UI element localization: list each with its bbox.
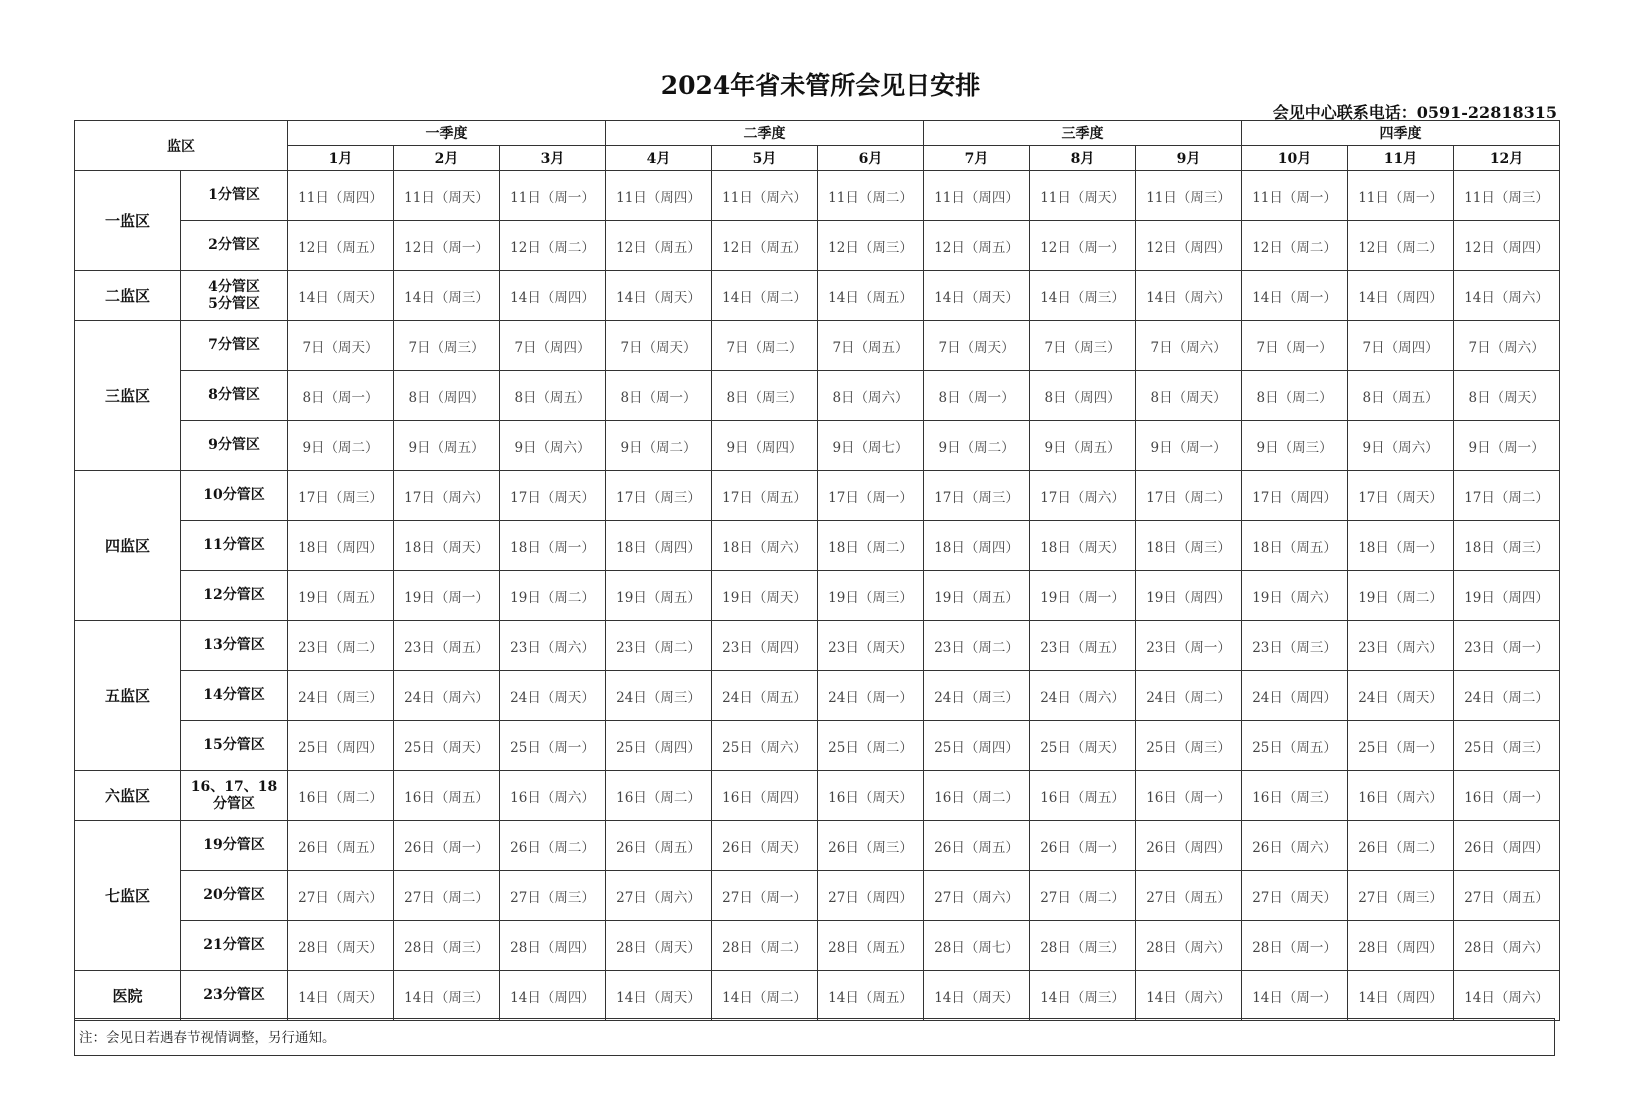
visit-date-cell: 14日（周六） xyxy=(1136,971,1242,1021)
visit-date-cell: 19日（周二） xyxy=(1348,571,1454,621)
visit-date-cell: 14日（周五） xyxy=(818,971,924,1021)
visit-date-cell: 24日（周六） xyxy=(1030,671,1136,721)
visit-date-cell: 16日（周四） xyxy=(712,771,818,821)
visit-date-cell: 17日（周四） xyxy=(1242,471,1348,521)
visit-date-cell: 11日（周六） xyxy=(712,171,818,221)
visit-date-cell: 28日（周七） xyxy=(924,921,1030,971)
visit-date-cell: 25日（周二） xyxy=(818,721,924,771)
visit-date-cell: 14日（周六） xyxy=(1136,271,1242,321)
sub-area-cell: 13分管区 xyxy=(181,621,288,671)
visit-date-cell: 24日（周天） xyxy=(500,671,606,721)
visit-date-cell: 24日（周三） xyxy=(924,671,1030,721)
visit-date-cell: 28日（周三） xyxy=(1030,921,1136,971)
visit-date-cell: 16日（周二） xyxy=(606,771,712,821)
visit-date-cell: 27日（周二） xyxy=(1030,871,1136,921)
visit-date-cell: 26日（周四） xyxy=(1136,821,1242,871)
visit-date-cell: 17日（周五） xyxy=(712,471,818,521)
visit-date-cell: 19日（周一） xyxy=(394,571,500,621)
visit-date-cell: 28日（周四） xyxy=(500,921,606,971)
page-title: 2024年省未管所会见日安排 xyxy=(660,71,981,100)
quarter-header: 三季度 xyxy=(924,121,1242,146)
sub-area-cell: 21分管区 xyxy=(181,921,288,971)
visit-date-cell: 24日（周五） xyxy=(712,671,818,721)
visit-date-cell: 12日（周二） xyxy=(1242,221,1348,271)
month-header: 5月 xyxy=(712,146,818,171)
visit-date-cell: 18日（周四） xyxy=(288,521,394,571)
visit-date-cell: 27日（周三） xyxy=(1348,871,1454,921)
area-name-cell: 七监区 xyxy=(75,821,181,971)
visit-date-cell: 12日（周一） xyxy=(394,221,500,271)
visit-date-cell: 25日（周三） xyxy=(1136,721,1242,771)
visit-date-cell: 14日（周二） xyxy=(712,971,818,1021)
visit-date-cell: 19日（周五） xyxy=(924,571,1030,621)
visit-date-cell: 11日（周三） xyxy=(1136,171,1242,221)
visit-date-cell: 18日（周一） xyxy=(1348,521,1454,571)
visit-date-cell: 28日（周四） xyxy=(1348,921,1454,971)
visit-date-cell: 19日（周一） xyxy=(1030,571,1136,621)
visit-date-cell: 24日（周六） xyxy=(394,671,500,721)
visit-date-cell: 23日（周天） xyxy=(818,621,924,671)
visit-date-cell: 9日（周一） xyxy=(1136,421,1242,471)
visit-date-cell: 14日（周二） xyxy=(712,271,818,321)
visit-date-cell: 11日（周四） xyxy=(924,171,1030,221)
visit-date-cell: 7日（周天） xyxy=(288,321,394,371)
sub-area-cell: 9分管区 xyxy=(181,421,288,471)
visit-date-cell: 24日（周四） xyxy=(1242,671,1348,721)
visit-date-cell: 25日（周四） xyxy=(606,721,712,771)
visit-date-cell: 26日（周三） xyxy=(818,821,924,871)
visit-date-cell: 12日（周三） xyxy=(818,221,924,271)
visit-date-cell: 19日（周四） xyxy=(1136,571,1242,621)
visit-date-cell: 12日（周五） xyxy=(712,221,818,271)
visit-date-cell: 18日（周天） xyxy=(394,521,500,571)
visit-date-cell: 23日（周四） xyxy=(712,621,818,671)
visit-date-cell: 14日（周六） xyxy=(1454,971,1560,1021)
visit-date-cell: 26日（周五） xyxy=(606,821,712,871)
visit-date-cell: 8日（周五） xyxy=(1348,371,1454,421)
month-header: 3月 xyxy=(500,146,606,171)
schedule-body xyxy=(75,171,1560,1021)
table-row xyxy=(75,371,1560,421)
visit-date-cell: 7日（周天） xyxy=(606,321,712,371)
visit-date-cell: 7日（周三） xyxy=(1030,321,1136,371)
visit-date-cell: 17日（周天） xyxy=(1348,471,1454,521)
visit-date-cell: 26日（周五） xyxy=(924,821,1030,871)
visit-date-cell: 8日（周四） xyxy=(394,371,500,421)
visit-date-cell: 27日（周三） xyxy=(500,871,606,921)
visit-date-cell: 8日（周一） xyxy=(924,371,1030,421)
visit-date-cell: 28日（周天） xyxy=(606,921,712,971)
visit-date-cell: 26日（周六） xyxy=(1242,821,1348,871)
visit-date-cell: 11日（周一） xyxy=(1348,171,1454,221)
sub-area-cell: 16、17、18 分管区 xyxy=(181,771,288,821)
visit-date-cell: 16日（周二） xyxy=(924,771,1030,821)
visit-date-cell: 23日（周一） xyxy=(1136,621,1242,671)
sub-area-cell: 11分管区 xyxy=(181,521,288,571)
table-row xyxy=(75,521,1560,571)
sub-area-cell: 19分管区 xyxy=(181,821,288,871)
visit-date-cell: 26日（周二） xyxy=(500,821,606,871)
visit-date-cell: 23日（周五） xyxy=(394,621,500,671)
visit-date-cell: 7日（周四） xyxy=(1348,321,1454,371)
sub-area-cell: 10分管区 xyxy=(181,471,288,521)
visit-date-cell: 8日（周六） xyxy=(818,371,924,421)
visit-date-cell: 14日（周天） xyxy=(288,971,394,1021)
visit-date-cell: 28日（周三） xyxy=(394,921,500,971)
visit-date-cell: 9日（周二） xyxy=(924,421,1030,471)
visit-date-cell: 7日（周一） xyxy=(1242,321,1348,371)
visit-date-cell: 9日（周五） xyxy=(394,421,500,471)
month-header: 12月 xyxy=(1454,146,1560,171)
sub-area-cell: 7分管区 xyxy=(181,321,288,371)
visit-date-cell: 7日（周六） xyxy=(1454,321,1560,371)
table-row xyxy=(75,421,1560,471)
month-header: 8月 xyxy=(1030,146,1136,171)
visit-date-cell: 12日（周二） xyxy=(1348,221,1454,271)
visit-date-cell: 27日（周六） xyxy=(924,871,1030,921)
visit-date-cell: 11日（周二） xyxy=(818,171,924,221)
month-header: 10月 xyxy=(1242,146,1348,171)
visit-date-cell: 23日（周三） xyxy=(1242,621,1348,671)
month-header: 2月 xyxy=(394,146,500,171)
visit-date-cell: 19日（周天） xyxy=(712,571,818,621)
visit-date-cell: 8日（周五） xyxy=(500,371,606,421)
visit-date-cell: 7日（周五） xyxy=(818,321,924,371)
footnote: 注：会见日若遇春节视情调整，另行通知。 xyxy=(74,1018,1555,1056)
visit-date-cell: 28日（周天） xyxy=(288,921,394,971)
visit-date-cell: 25日（周四） xyxy=(288,721,394,771)
visit-date-cell: 28日（周六） xyxy=(1136,921,1242,971)
visit-date-cell: 7日（周三） xyxy=(394,321,500,371)
sub-area-cell: 20分管区 xyxy=(181,871,288,921)
visit-date-cell: 28日（周二） xyxy=(712,921,818,971)
table-row xyxy=(75,271,1560,321)
visit-date-cell: 25日（周一） xyxy=(500,721,606,771)
visit-date-cell: 12日（周一） xyxy=(1030,221,1136,271)
visit-date-cell: 7日（周天） xyxy=(924,321,1030,371)
area-name-cell: 六监区 xyxy=(75,771,181,821)
visit-date-cell: 14日（周三） xyxy=(394,271,500,321)
visit-date-cell: 14日（周五） xyxy=(818,271,924,321)
contact-phone: 会见中心联系电话：0591-22818315 xyxy=(1272,103,1557,122)
visit-date-cell: 11日（周一） xyxy=(1242,171,1348,221)
schedule-table xyxy=(74,120,1560,1021)
table-row xyxy=(75,871,1560,921)
visit-date-cell: 11日（周天） xyxy=(394,171,500,221)
visit-date-cell: 19日（周四） xyxy=(1454,571,1560,621)
visit-date-cell: 26日（周四） xyxy=(1454,821,1560,871)
area-name-cell: 五监区 xyxy=(75,621,181,771)
sub-area-cell: 23分管区 xyxy=(181,971,288,1021)
area-name-cell: 四监区 xyxy=(75,471,181,621)
visit-date-cell: 8日（周四） xyxy=(1030,371,1136,421)
visit-date-cell: 7日（周四） xyxy=(500,321,606,371)
visit-date-cell: 14日（周天） xyxy=(924,271,1030,321)
visit-date-cell: 26日（周二） xyxy=(1348,821,1454,871)
visit-date-cell: 14日（周六） xyxy=(1454,271,1560,321)
visit-date-cell: 28日（周五） xyxy=(818,921,924,971)
visit-date-cell: 14日（周四） xyxy=(500,971,606,1021)
visit-date-cell: 24日（周三） xyxy=(288,671,394,721)
area-name-cell: 一监区 xyxy=(75,171,181,271)
visit-date-cell: 11日（周四） xyxy=(606,171,712,221)
visit-date-cell: 12日（周五） xyxy=(288,221,394,271)
quarter-header: 四季度 xyxy=(1242,121,1560,146)
visit-date-cell: 27日（周四） xyxy=(818,871,924,921)
visit-date-cell: 9日（周一） xyxy=(1454,421,1560,471)
visit-date-cell: 14日（周天） xyxy=(924,971,1030,1021)
visit-date-cell: 25日（周天） xyxy=(1030,721,1136,771)
visit-date-cell: 27日（周五） xyxy=(1136,871,1242,921)
visit-date-cell: 11日（周天） xyxy=(1030,171,1136,221)
table-row xyxy=(75,171,1560,221)
visit-date-cell: 23日（周六） xyxy=(1348,621,1454,671)
table-row xyxy=(75,471,1560,521)
visit-date-cell: 19日（周三） xyxy=(818,571,924,621)
month-header-row xyxy=(75,146,1560,171)
visit-date-cell: 18日（周一） xyxy=(500,521,606,571)
table-row xyxy=(75,621,1560,671)
table-row xyxy=(75,671,1560,721)
visit-date-cell: 8日（周一） xyxy=(606,371,712,421)
visit-date-cell: 26日（周一） xyxy=(1030,821,1136,871)
visit-date-cell: 8日（周天） xyxy=(1136,371,1242,421)
visit-date-cell: 14日（周天） xyxy=(606,971,712,1021)
visit-date-cell: 26日（周天） xyxy=(712,821,818,871)
area-name-cell: 二监区 xyxy=(75,271,181,321)
sub-area-cell: 4分管区 5分管区 xyxy=(181,271,288,321)
quarter-header-row xyxy=(75,121,1560,146)
visit-date-cell: 28日（周六） xyxy=(1454,921,1560,971)
visit-date-cell: 12日（周五） xyxy=(606,221,712,271)
visit-date-cell: 24日（周二） xyxy=(1136,671,1242,721)
visit-date-cell: 17日（周二） xyxy=(1454,471,1560,521)
visit-date-cell: 11日（周四） xyxy=(288,171,394,221)
visit-date-cell: 12日（周四） xyxy=(1454,221,1560,271)
visit-date-cell: 9日（周三） xyxy=(1242,421,1348,471)
visit-date-cell: 9日（周四） xyxy=(712,421,818,471)
visit-date-cell: 27日（周二） xyxy=(394,871,500,921)
table-row xyxy=(75,971,1560,1021)
quarter-header: 二季度 xyxy=(606,121,924,146)
table-row xyxy=(75,221,1560,271)
visit-date-cell: 23日（周一） xyxy=(1454,621,1560,671)
visit-date-cell: 9日（周六） xyxy=(1348,421,1454,471)
visit-date-cell: 14日（周一） xyxy=(1242,271,1348,321)
visit-date-cell: 23日（周二） xyxy=(288,621,394,671)
visit-date-cell: 18日（周四） xyxy=(606,521,712,571)
visit-date-cell: 9日（周六） xyxy=(500,421,606,471)
visit-date-cell: 11日（周三） xyxy=(1454,171,1560,221)
visit-date-cell: 16日（周天） xyxy=(818,771,924,821)
visit-date-cell: 14日（周四） xyxy=(500,271,606,321)
visit-date-cell: 9日（周五） xyxy=(1030,421,1136,471)
visit-date-cell: 23日（周六） xyxy=(500,621,606,671)
visit-date-cell: 8日（周二） xyxy=(1242,371,1348,421)
visit-date-cell: 23日（周二） xyxy=(606,621,712,671)
month-header: 6月 xyxy=(818,146,924,171)
visit-date-cell: 25日（周天） xyxy=(394,721,500,771)
visit-date-cell: 25日（周四） xyxy=(924,721,1030,771)
visit-date-cell: 24日（周三） xyxy=(606,671,712,721)
sub-area-cell: 14分管区 xyxy=(181,671,288,721)
visit-date-cell: 25日（周六） xyxy=(712,721,818,771)
visit-date-cell: 16日（周五） xyxy=(394,771,500,821)
visit-date-cell: 9日（周二） xyxy=(288,421,394,471)
visit-date-cell: 26日（周一） xyxy=(394,821,500,871)
visit-date-cell: 27日（周五） xyxy=(1454,871,1560,921)
month-header: 11月 xyxy=(1348,146,1454,171)
table-row xyxy=(75,721,1560,771)
visit-date-cell: 18日（周四） xyxy=(924,521,1030,571)
visit-date-cell: 17日（周六） xyxy=(1030,471,1136,521)
visit-date-cell: 12日（周二） xyxy=(500,221,606,271)
sub-area-cell: 8分管区 xyxy=(181,371,288,421)
visit-date-cell: 25日（周五） xyxy=(1242,721,1348,771)
sub-area-cell: 2分管区 xyxy=(181,221,288,271)
quarter-header: 一季度 xyxy=(288,121,606,146)
visit-date-cell: 16日（周二） xyxy=(288,771,394,821)
table-row xyxy=(75,821,1560,871)
area-column-header: 监区 xyxy=(75,121,288,171)
visit-date-cell: 7日（周二） xyxy=(712,321,818,371)
visit-date-cell: 25日（周三） xyxy=(1454,721,1560,771)
visit-date-cell: 16日（周三） xyxy=(1242,771,1348,821)
visit-date-cell: 17日（周三） xyxy=(606,471,712,521)
visit-date-cell: 12日（周四） xyxy=(1136,221,1242,271)
sub-area-cell: 12分管区 xyxy=(181,571,288,621)
visit-date-cell: 14日（周三） xyxy=(1030,971,1136,1021)
visit-date-cell: 27日（周一） xyxy=(712,871,818,921)
visit-date-cell: 18日（周二） xyxy=(818,521,924,571)
visit-date-cell: 18日（周六） xyxy=(712,521,818,571)
visit-date-cell: 24日（周一） xyxy=(818,671,924,721)
month-header: 7月 xyxy=(924,146,1030,171)
visit-date-cell: 8日（周天） xyxy=(1454,371,1560,421)
visit-date-cell: 14日（周天） xyxy=(288,271,394,321)
visit-date-cell: 17日（周天） xyxy=(500,471,606,521)
visit-date-cell: 27日（周六） xyxy=(606,871,712,921)
visit-date-cell: 17日（周一） xyxy=(818,471,924,521)
visit-date-cell: 11日（周一） xyxy=(500,171,606,221)
month-header: 1月 xyxy=(288,146,394,171)
visit-date-cell: 16日（周一） xyxy=(1136,771,1242,821)
visit-date-cell: 14日（周四） xyxy=(1348,971,1454,1021)
table-row xyxy=(75,571,1560,621)
visit-date-cell: 28日（周一） xyxy=(1242,921,1348,971)
visit-date-cell: 16日（周五） xyxy=(1030,771,1136,821)
visit-date-cell: 18日（周三） xyxy=(1454,521,1560,571)
visit-date-cell: 17日（周三） xyxy=(288,471,394,521)
area-name-cell: 医院 xyxy=(75,971,181,1021)
visit-date-cell: 8日（周一） xyxy=(288,371,394,421)
sub-area-cell: 1分管区 xyxy=(181,171,288,221)
visit-date-cell: 19日（周六） xyxy=(1242,571,1348,621)
visit-date-cell: 9日（周二） xyxy=(606,421,712,471)
visit-date-cell: 19日（周五） xyxy=(606,571,712,621)
visit-date-cell: 17日（周六） xyxy=(394,471,500,521)
visit-date-cell: 12日（周五） xyxy=(924,221,1030,271)
month-header: 4月 xyxy=(606,146,712,171)
table-row xyxy=(75,771,1560,821)
area-name-cell: 三监区 xyxy=(75,321,181,471)
visit-date-cell: 8日（周三） xyxy=(712,371,818,421)
table-row xyxy=(75,321,1560,371)
sub-area-cell: 15分管区 xyxy=(181,721,288,771)
visit-date-cell: 18日（周天） xyxy=(1030,521,1136,571)
month-header: 9月 xyxy=(1136,146,1242,171)
visit-date-cell: 14日（周三） xyxy=(394,971,500,1021)
visit-date-cell: 14日（周天） xyxy=(606,271,712,321)
visit-date-cell: 19日（周五） xyxy=(288,571,394,621)
visit-date-cell: 18日（周三） xyxy=(1136,521,1242,571)
visit-date-cell: 19日（周二） xyxy=(500,571,606,621)
visit-date-cell: 14日（周一） xyxy=(1242,971,1348,1021)
visit-date-cell: 7日（周六） xyxy=(1136,321,1242,371)
visit-date-cell: 25日（周一） xyxy=(1348,721,1454,771)
visit-date-cell: 24日（周二） xyxy=(1454,671,1560,721)
visit-date-cell: 17日（周三） xyxy=(924,471,1030,521)
visit-date-cell: 18日（周五） xyxy=(1242,521,1348,571)
visit-date-cell: 14日（周三） xyxy=(1030,271,1136,321)
visit-date-cell: 9日（周七） xyxy=(818,421,924,471)
visit-date-cell: 26日（周五） xyxy=(288,821,394,871)
visit-date-cell: 14日（周四） xyxy=(1348,271,1454,321)
visit-date-cell: 23日（周五） xyxy=(1030,621,1136,671)
visit-date-cell: 24日（周天） xyxy=(1348,671,1454,721)
visit-date-cell: 17日（周二） xyxy=(1136,471,1242,521)
visit-date-cell: 16日（周六） xyxy=(500,771,606,821)
visit-date-cell: 27日（周天） xyxy=(1242,871,1348,921)
visit-date-cell: 16日（周六） xyxy=(1348,771,1454,821)
visit-date-cell: 23日（周二） xyxy=(924,621,1030,671)
visit-date-cell: 16日（周一） xyxy=(1454,771,1560,821)
table-row xyxy=(75,921,1560,971)
visit-date-cell: 27日（周六） xyxy=(288,871,394,921)
